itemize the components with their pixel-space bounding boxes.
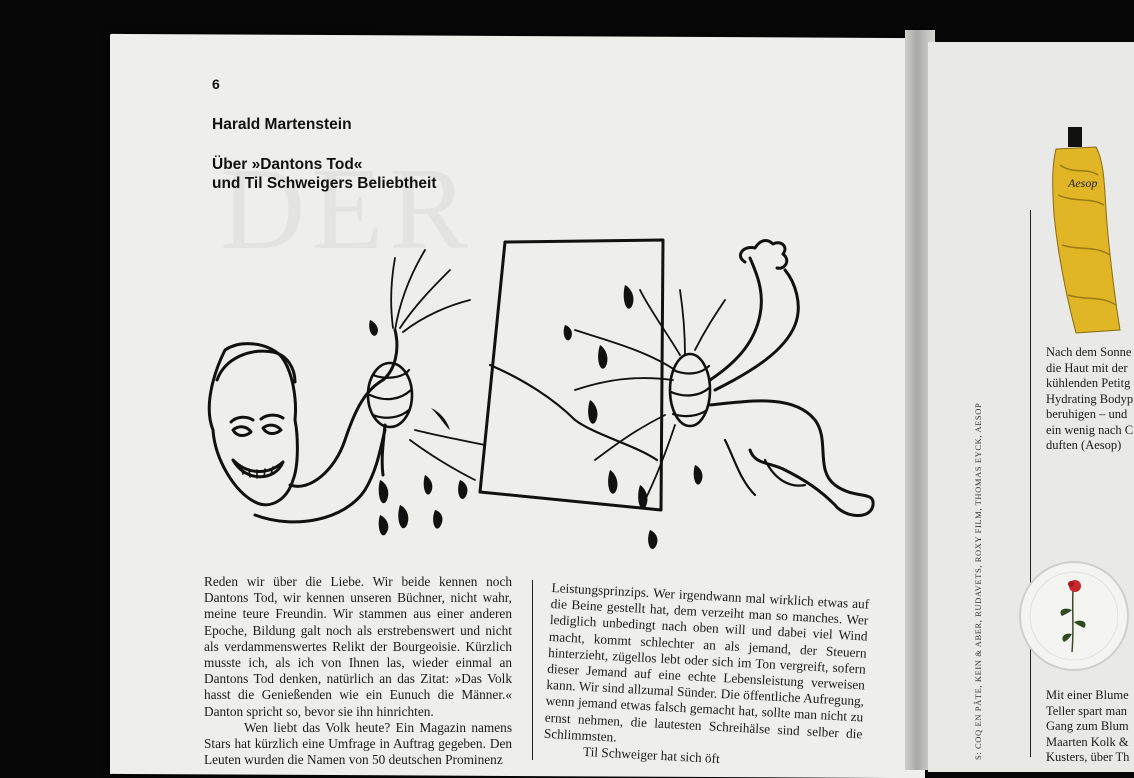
- title-line-2: und Til Schweigers Beliebtheit: [212, 175, 437, 192]
- right-page-rule: [1030, 210, 1031, 757]
- left-knot-wraps: [370, 370, 411, 418]
- tube-label: Aesop: [1068, 176, 1098, 190]
- caption2-line-2: Teller spart man: [1046, 703, 1128, 718]
- article-column-2: [543, 580, 870, 775]
- left-brow: [231, 417, 253, 422]
- spray-lines-left: [391, 250, 485, 480]
- rose-plate-photo: [1018, 560, 1130, 672]
- title-line-1: Über »Dantons Tod«: [212, 156, 363, 173]
- caption1-line-7: duften (Aesop): [1046, 438, 1122, 452]
- squiggle-top: [740, 241, 786, 269]
- squiggle-legs: [725, 440, 805, 495]
- caption2-line-5: Kusters, über Th: [1046, 750, 1130, 764]
- caption1-line-2: die Haut mit der: [1046, 360, 1128, 375]
- squiggle-body: [710, 401, 873, 516]
- column1-paragraph-2: Wen liebt das Volk heute? Ein Magazin namens Stars hat kürzlich eine Umfrage in Auftrag gegeben. Den Leuten wurden die Namen von 50 deutschen Prominenz: [204, 719, 512, 768]
- caption2-line-3: Gang zum Blum: [1046, 719, 1129, 733]
- page-number: 6: [212, 76, 220, 92]
- left-knot-tail: [382, 425, 385, 475]
- frame-outline: [480, 240, 663, 510]
- column2-paragraph-1: Leistungsprinzips. Wer irgendwann mal wirklich etwas auf die Beine gestellt hat, dem verzeiht man so manches. Wer lediglich unbedingt nach oben will und dabei viel Wind macht, kommt schlechter an als jemand, der Steuern hinterzieht, zügellos lebt oder sich im Ton vergreift, sofern dieser Jemand auf eine echte Lebensleistung verweisen kann. Wir sind allzumal Sünder. Die öffentliche Aufregung, wenn jemand etwas falsch gemacht hat, sollte man nicht zu ernst nehmen, die lautesten Schreihälse sind selber die Schlimmsten.: [543, 580, 870, 745]
- caption1-line-5: beruhigen – und: [1046, 407, 1128, 421]
- ink-illustration: [195, 230, 885, 565]
- caption1-line-3: kühlenden Petitg: [1046, 376, 1131, 390]
- aesop-tube-photo: [1046, 125, 1126, 335]
- spray-lines-right: [575, 290, 725, 500]
- product-caption: [1046, 345, 1134, 454]
- article-title: [212, 155, 632, 193]
- mouth: [233, 460, 283, 477]
- right-eye: [263, 425, 281, 433]
- caption1-line-1: Nach dem Sonne: [1046, 345, 1132, 359]
- photo-credits: S: COQ EN PÂTE, KEIN & ABER, RUDAVETS, ROXY FILM, THOMAS EYCK, AESOP: [973, 402, 983, 760]
- caption1-line-4: Hydrating Bodyp: [1046, 391, 1134, 406]
- column2-paragraph-2: Til Schweiger hat sich öft: [582, 743, 721, 767]
- caption2-line-4: Maarten Kolk &: [1046, 734, 1129, 749]
- caption1-line-6: ein wenig nach C: [1046, 422, 1134, 437]
- caption2-line-1: Mit einer Blume: [1046, 688, 1129, 702]
- right-brow: [261, 415, 283, 419]
- right-knot-wraps: [671, 366, 709, 416]
- hair-line: [217, 351, 295, 382]
- author-name: Harald Martenstein: [212, 116, 352, 133]
- column-divider: [532, 580, 533, 760]
- column1-paragraph-1: Reden wir über die Liebe. Wir beide kennen noch Dantons Tod, wir kennen unseren Büchner, nicht wahr, meine teure Freundin. Wir stammen aus einer anderen Epoche, Bildung galt noch als erstrebenswert und nicht als verdammenswertes Relikt der Bourgeoisie. Kürzlich musste ich, als ich von Ihnen las, wieder einmal an Dantons Tod denken, natürlich an das Zitat: »Das Volk hasst die Genießenden wie ein Eunuch die Männer.« Danton spricht so, bevor sie ihn hinrichten.: [204, 574, 512, 719]
- left-eye: [233, 427, 251, 436]
- ink-drips-right: [564, 285, 703, 549]
- plate-caption: [1046, 688, 1134, 766]
- article-column-1: [204, 574, 512, 768]
- right-tube: [710, 258, 798, 390]
